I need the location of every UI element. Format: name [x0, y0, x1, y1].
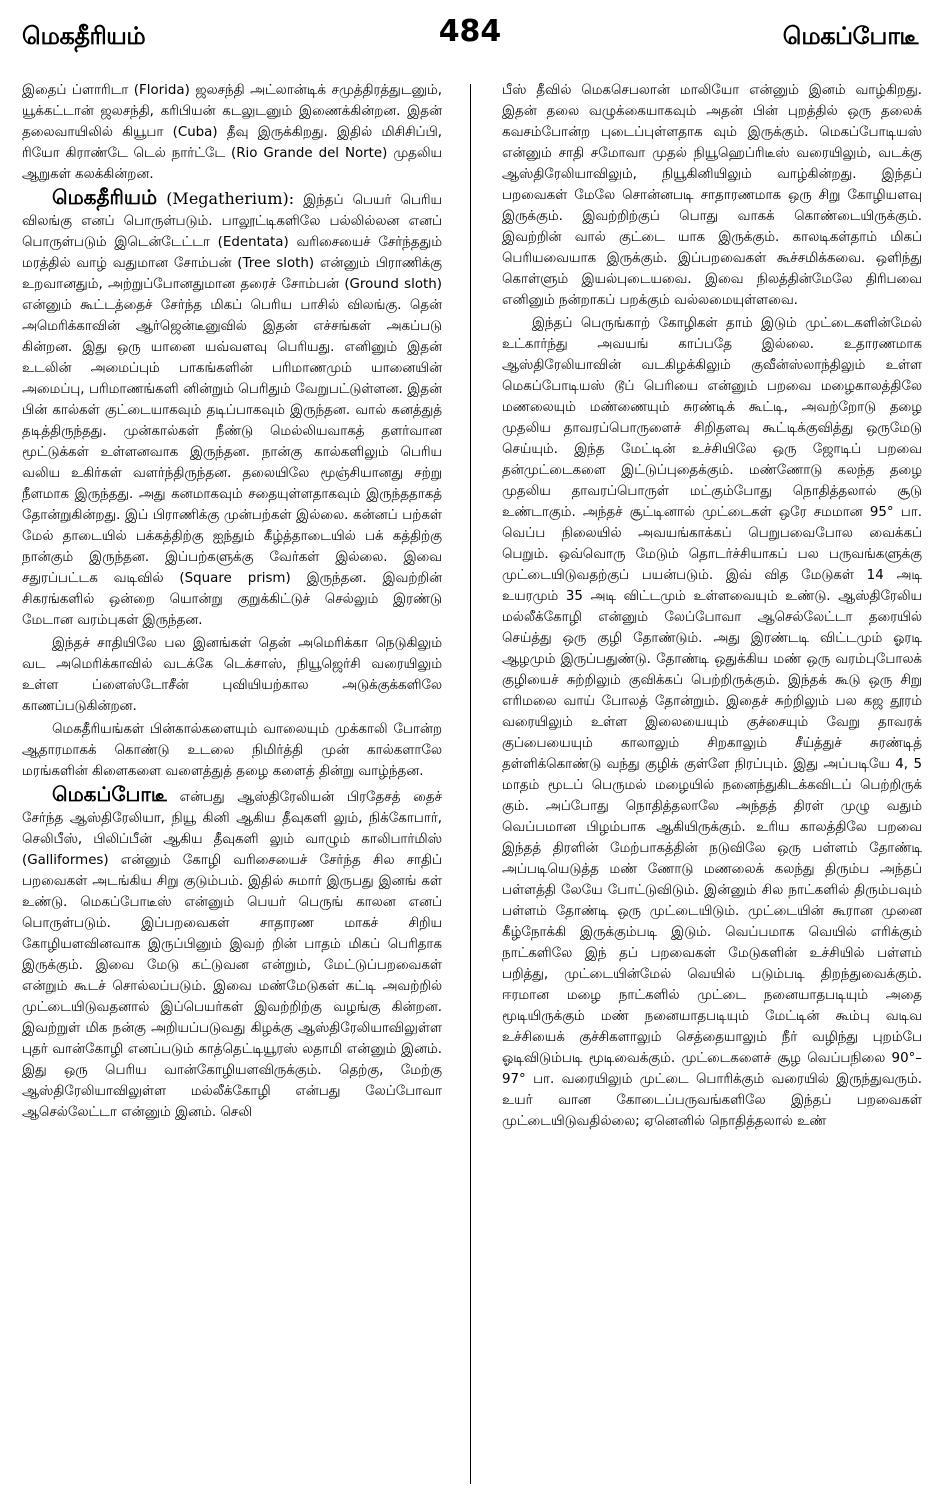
entry-latin-megatherium: (Megatherium):: [166, 189, 295, 208]
running-head-left: மெகதீரியம்: [22, 22, 146, 50]
running-head-right: மெகப்போடீ: [782, 22, 918, 50]
paragraph-florida: இதைப் ப்ளாரிடா (Florida) ஜலசந்தி அட்லான்டிக் சமுத்திரத்துடனும், யூக்கட்டான் ஜலசந்தி, கரிபியன் கடலுடனும் இணைக்கின்றன. இதன் தலைவாயிலில் கியூபா (Cuba) தீவு இருக்கிறது. இதில் மிசிசிப்பி, ரியோ கிராண்டே டெல் நார்ட்டே (Rio Grande del Norte) முதலிய ஆறுகள் கலக்கின்றன.: [22, 83, 442, 182]
paragraph-species: இந்தச் சாதியிலே பல இனங்கள் தென் அமெரிக்கா நெடுகிலும் வட அமெரிக்காவில் வடக்கே டெக்சாஸ், நியூஜெர்சி வரையிலும் உள்ள ப்ளைஸ்டோசீன் புவியியற்கால அடுக்குக்களிலே காணப்படுகின்றன.: [22, 636, 442, 714]
right-column: [502, 80, 922, 1480]
entry-megatherium: [22, 187, 442, 631]
paragraph-megapode-continued: பீஸ் தீவில் மெகசெபலான் மாலியோ என்னும் இனம் வாழ்கிறது. இதன் தலை வழுக்கையாகவும் அதன் பின் புறத்தில் ஒரு தலைக் கவசம்போன்ற புடைப்புள்ளதாக வும் இருக்கும். மெகப்போடியஸ் என்னும் சாதி சமோவா முதல் நியூஹெப்ரிடீஸ் வரையிலும், வடக்கு ஆஸ்திரேலியாவிலும், நியூகினியிலும் வாழ்கின்றது. இந்தப் பறவைகள் மேலே சொன்னபடி சாதாரணமாக ஒரு சிறு கோழியளவு இருக்கும். இவற்றிற்குப் பொது வாகக் கொண்டையிருக்கும். இவற்றின் வால் குட்டை யாக இருக்கும். காலடிகள்தாம் மிகப் பெரியவையாக இருக்கும். இப்பறவைகள் கூச்சமிக்கவை. ஒளிந்து கொள்ளும் இயல்புடையவை. இவை நிலத்தின்மேலே திரிபவை எனினும் நன்றாகப் பறக்கும் வல்லமையுள்ளவை.: [502, 83, 922, 308]
entry-body-megapode: என்பது ஆஸ்திரேலியன் பிரதேசத் தைச் சேர்ந்த ஆஸ்திரேலியா, நியூ கினி ஆகிய தீவுகளி லும், நிக்கோபார், செலிபீஸ், பிலிப்பீன் ஆகிய தீவுகளி லும் வாழும் காலிபார்மிஸ் (Galliformes) என்னும் கோழி வரிசையைச் சேர்ந்த சில சாதிப் பறவைகள் அடங்கிய சிறு குடும்பம். இதில் சுமார் இருபது இனங் கள் உண்டு. மெகப்போடீஸ் என்னும் பெயர் பெருங் காலன எனப் பொருள்படும். இப்பறவைகள் சாதாரண மாகச் சிறிய கோழியளவினவாக இருப்பினும் இவற் றின் பாதம் மிகப் பெரிதாக இருக்கும். இவை மேடு கட்டுவன என்றும், மேட்டுப்பறவைகள் என்றும் கூடச் சொல்லப்படும். இவை மண்மேடுகள் கட்டி அவற்றில் முட்டையிடுவதனால் இப்பெயர்கள் இவற்றிற்கு வழங்கு கின்றன. இவற்றுள் மிக நன்கு அறியப்படுவது கிழக்கு ஆஸ்திரேலியாவிலுள்ள புதர் வான்கோழி எனப்படும் காத்தெட்டியூரஸ் லதாமி என்னும் இனம். இது ஒரு பெரிய வான்கோழியளவிருக்கும். தெற்கு, மேற்கு ஆஸ்திரேலியாவிலுள்ள மல்லீக்கோழி என்பது லேப்போவா ஆசெல்லேட்டா என்னும் இனம். செலி: [22, 790, 442, 1120]
paragraph-nesting: இந்தப் பெருங்காற் கோழிகள் தாம் இடும் முட்டைகளின்மேல் உட்கார்ந்து அவயங் காப்பதே இல்லை. உதாரணமாக ஆஸ்திரேலியாவின் வடகிழக்கிலும் குவீன்ஸ்லாந்திலும் உள்ள மெகப்போடியஸ் டூப் பெரியை என்னும் பறவை மழைகாலத்திலே மணலையும் மண்ணையும் சுரண்டிக் கூட்டி, அவற்றோடு தழை முதலிய தாவரப்பொருளைச் சிறிதளவு கூட்டிக்குவித்து ஒருமேடு செய்யும். இந்த மேட்டின் உச்சியிலே ஒரு ஜோடிப் பறவை தன்முட்டைகளை இட்டுப்புதைக்கும். மண்ணோடு கலந்த தழை முதலிய தாவரப்பொருள் மட்கும்போது நொதித்தலால் சூடு உண்டாகும். அந்தச் சூட்டினால் முட்டைகள் ஒரே சமமான 95° பா. வெப்ப நிலையில் அவயங்காக்கப் பெறுபவைபோல வைக்கப் பெறும். ஒவ்வொரு மேடும் தொடர்ச்சியாகப் பல பருவங்களுக்கு முட்டையிடுவதற்குப் பயன்படும். இவ் வித மேடுகள் 14 அடி உயரமும் 35 அடி விட்டமும் உள்ளவையும் உண்டு. ஆஸ்திரேலிய மல்லீக்கோழி என்னும் லேப்போவா ஆசெல்லேட்டா தரையில் செய்த்து ஒரு குழி தோண்டும். அது இரண்டடி விட்டமும் ஓரடி ஆழமும் இருப்பதுண்டு. தோண்டி ஒதுக்கிய மண் ஒரு வரம்புபோலக் குழியைச் சுற்றிலும் குவிக்கப் பெற்றிருக்கும். இந்தக் கூடு ஒரு சிறு எரிமலை வாய் போலத் தோன்றும். இதைச் சுற்றிலும் பல கஜ தூரம் வரையிலும் உள்ள இலையையும் குச்சையும் வேறு தாவரக் குப்பையையும் காலாலும் சிறகாலும் சீய்த்துச் சுரண்டித் தள்ளிக்கொண்டு வந்து குழிக் குள்ளே நிரப்பும். இது அப்படியே 4, 5 மாதம் மூடப் பெருமல் மழையில் நனைந்துகிடக்கவிடப் பெற்றிருக் கும். அப்போது நொதித்தலாலே அந்தத் திரள் முழு வதும் வெப்பமான பிழம்பாக ஆகியிருக்கும். உரிய காலத்திலே பறவை இந்தத் திரளின் மேற்பாகத்தின் நடுவிலே ஒரு பள்ளம் தோண்டி அப்படியெடுத்த மண் ணோடு மணலைக் கலந்து திரும்ப அந்தப் பள்ளத்தி லேயே போட்டுவிடும். இன்னும் சில நாட்களில் திரும்பவும் பள்ளம் தோண்டி ஒரு முட்டையிடும். முட்டையின் கூரான முனை கீழ்நோக்கி இருக்கும்படி இடும். வெப்பமாக வெயில் எரிக்கும் நாட்களிலே இந் தப் பறவைகள் மேடுகளின் உச்சியில் பள்ளம் பறித்து, முட்டையின்மேல் வெயில் படும்படி திறந்துவைக்கும். ஈரமான மழை நாட்களில் முட்டை நனையாதபடியும் அதை மூடியிருக்கும் மண் நனையாதபடியும் மேட்டின் கூம்பு வடிவ உச்சியைக் குச்சிகளாலும் செத்தையாலும் நீர் வழிந்து புறம்பே ஓடிவிடும்படி மூடிவைக்கும். முட்டைகளைச் சூழ வெப்பநிலை 90°–97° பா. வரையிலும் முட்டை பொரிக்கும் வரையில் இருந்துவரும். உயர் வான கோடைப்பருவங்களிலே இந்தப் பறவைகள் முட்டையிடுவதில்லை; ஏனெனில் நொதித்தலால் உண்: [502, 316, 922, 1129]
entry-heading-megatherium: மெகதீரியம்: [52, 185, 158, 209]
entry-megapode: [22, 784, 442, 1123]
left-column: [22, 80, 442, 1480]
page-header: [22, 14, 918, 54]
entry-body-megatherium: இந்தப் பெயர் பெரிய விலங்கு எனப் பொருள்படும். பாலூட்டிகளிலே பல்லில்லன எனப் பொருள்படும் இடென்டேட்டா (Edentata) வரிசையைச் சேர்ந்ததும் மரத்தில் வாழ் வதுமான சோம்பன் (Tree sloth) என்னும் பிராணிக்கு உறவானதும், அற்றுப்போனதுமான தரைச் சோம்பன் (Ground sloth) என்னும் கூட்டத்தைச் சேர்ந்த மிகப் பெரிய பாசில் விலங்கு. தென் அமெரிக்காவின் ஆர்ஜென்டீனுவில் இதன் எச்சங்கள் அகப்படு கின்றன. இது ஒரு யானை யவ்வளவு பெரியது. எனினும் இதன் உடலின் அமைப்பும் பாகங்களின் பரிமாணமும் யானையின் அமைப்பு, பரிமாணங்களி னின்றும் பெரிதும் வேறுபட்டுள்ளன. இதன் பின் கால்கள் குட்டையாகவும் தடிப்பாகவும் இருந்தன. வால் கனத்துத் தடித்திருந்தது. முன்கால்கள் நீண்டு மெல்லியவாகத் தளர்வான மூட்டுக்கள் உள்ளனவாக இருந்தன. நான்கு கால்களிலும் பெரிய வலிய உகிர்கள் வளர்ந்திருந்தன. தலையிலே மூஞ்சியானது சற்று நீளமாக இருந்தது. அது கனமாகவும் சதையுள்ளதாகவும் இருந்ததாகத் தோன்றுகின்றது. இப் பிராணிக்கு முன்பற்கள் இல்லை. கன்னப் பற்கள் மேல் தாடையில் பக்கத்திற்கு ஐந்தும் கீழ்த்தாடையில் பக் கத்திற்கு நான்கும் இருந்தன. இப்பற்களுக்கு வேர்கள் இல்லை. இவை சதுரப்பட்டக வடிவில் (Square prism) இருந்தன. இவற்றின் சிகரங்களில் ஒன்றை யொன்று குறுக்கிட்டுச் செல்லும் இரண்டு மேடான வரம்புகள் இருந்தன.: [22, 193, 442, 628]
entry-heading-megapode: மெகப்போடீ: [52, 782, 167, 806]
column-divider: [470, 84, 471, 1484]
page-number: 484: [438, 14, 502, 49]
paragraph-feeding: மெகதீரியங்கள் பின்கால்களையும் வாலையும் முக்காலி போன்ற ஆதாரமாகக் கொண்டு உடலை நிமிர்த்தி முன் கால்களாலே மரங்களின் கிளைகளை வளைத்துத் தழை களைத் தின்று வாழ்ந்தன.: [22, 722, 442, 779]
